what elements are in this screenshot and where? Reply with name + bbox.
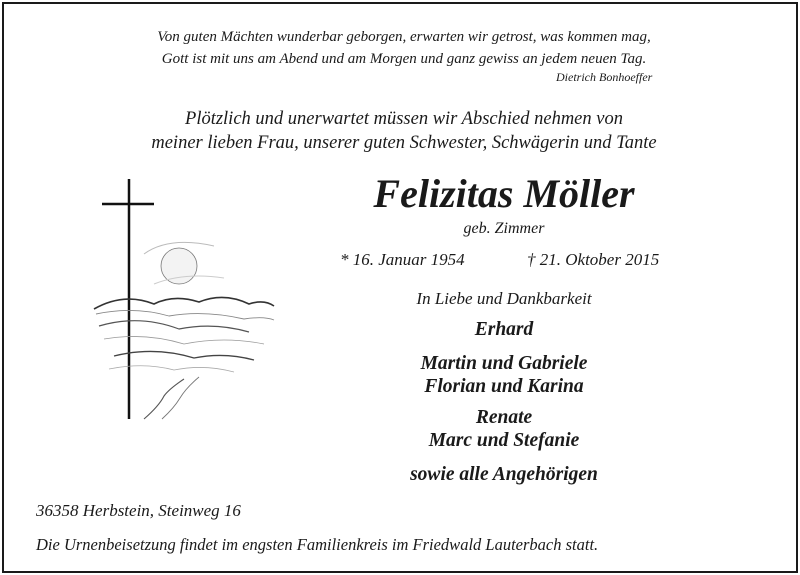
deceased-name: Felizitas Möller [373,171,635,216]
mourner-group-1 [334,318,674,341]
hills-sketch [94,297,274,419]
death-date: † 21. Oktober 2015 [527,250,660,269]
maiden-name: geb. Zimmer [463,220,545,237]
intro-line-2: meiner lieben Frau, unserer guten Schwester, Schwägerin und Tante [151,133,657,153]
mourner-line: Erhard [474,319,534,340]
quote-author: Dietrich Bonhoeffer [556,70,653,84]
mourner-line: Martin und Gabriele [420,353,588,374]
mourner-group-2 [334,352,674,398]
cross-landscape-drawing [74,174,284,424]
mourner-line: Marc und Stefanie [428,430,580,451]
mourner-line: Renate [475,407,533,428]
mourners-intro: In Liebe und Dankbarkeit [416,289,592,308]
birth-date: * 16. Januar 1954 [340,250,465,269]
quote-line-2: Gott ist mit uns am Abend und am Morgen und ganz gewiss an jedem neuen Tag. [161,51,647,67]
mourner-group-3 [334,406,674,452]
quote-line-1: Von guten Mächten wunderbar geborgen, erwarten wir getrost, was kommen mag, [157,29,651,45]
bonhoeffer-quote [104,26,704,70]
sun-icon [144,242,224,284]
obituary-card [2,2,798,573]
intro-text [84,107,724,155]
intro-line-1: Plötzlich und unerwartet müssen wir Abschied nehmen von [185,109,623,129]
mourner-line: Florian und Karina [424,376,584,397]
mourner-group-4 [334,463,674,486]
burial-notice: Die Urnenbeisetzung findet im engsten Familienkreis im Friedwald Lauterbach statt. [36,535,599,554]
mourner-line: sowie alle Angehörigen [410,464,598,485]
family-address: 36358 Herbstein, Steinweg 16 [36,501,241,520]
